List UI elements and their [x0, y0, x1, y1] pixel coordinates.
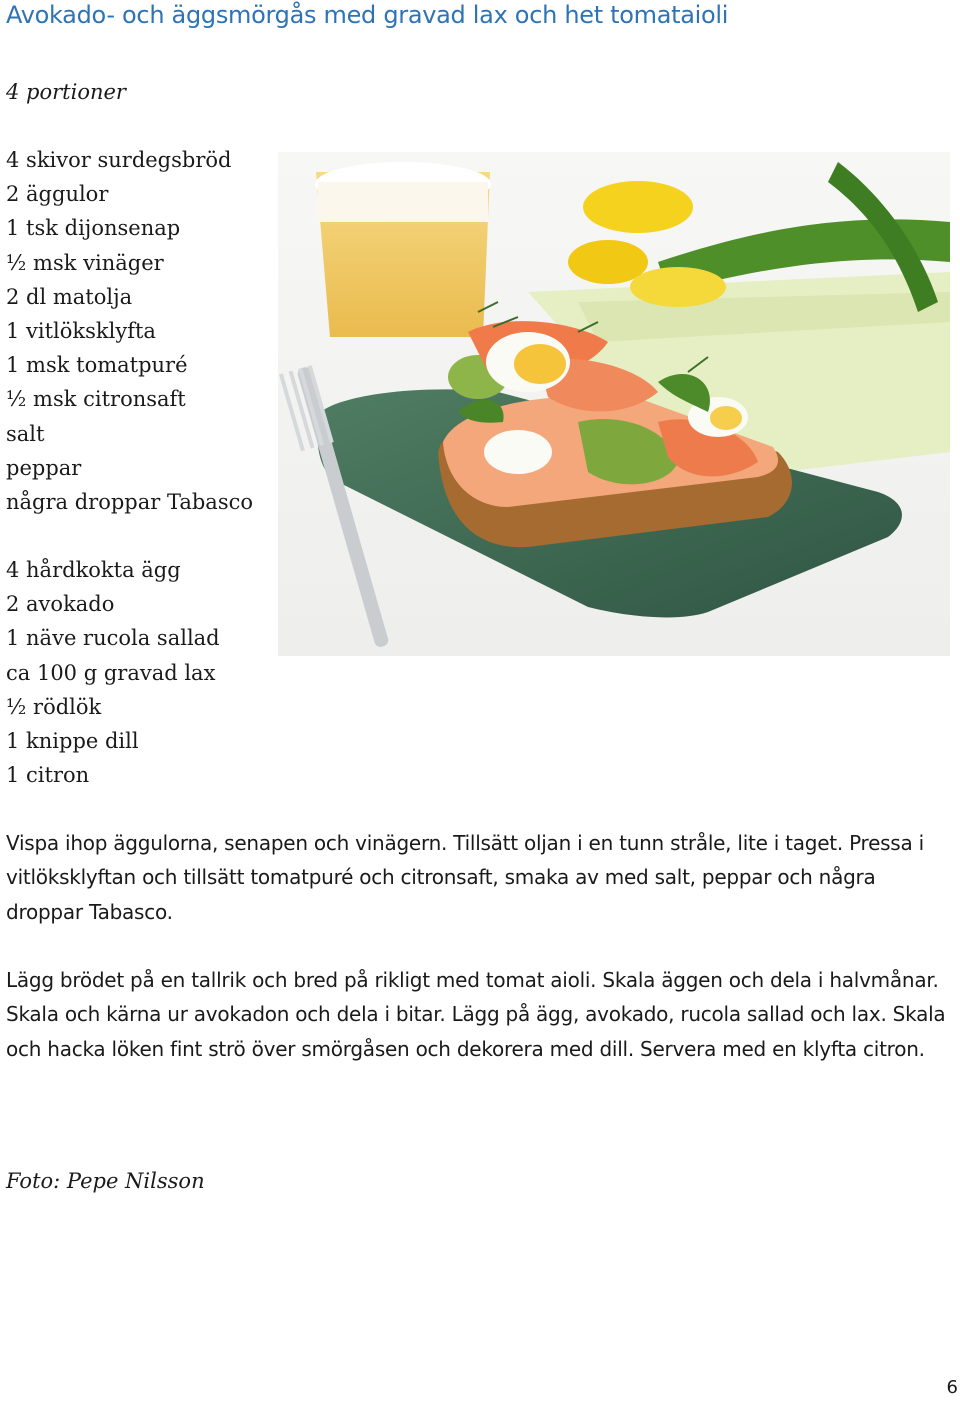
ingredient-item: 4 skivor surdegsbröd	[6, 148, 232, 172]
ingredient-item: ½ rödlök	[6, 694, 102, 719]
instruction-paragraph: Lägg brödet på en tallrik och bred på rikligt med tomat aioli. Skala äggen och dela i halvmånar. Skala och kärna ur avokadon och dela i bitar. Lägg på ägg, avokado, rucola sallad och lax. Skala och hacka löken fint strö över smörgåsen och dekorera med dill. Servera med en klyfta citron.	[6, 968, 946, 1061]
ingredient-item: ½ msk vinäger	[6, 250, 164, 275]
ingredient-item: 1 knippe dill	[6, 728, 139, 753]
servings: 4 portioner	[6, 80, 126, 104]
photo-credit: Foto: Pepe Nilsson	[6, 1169, 205, 1193]
food-photo	[278, 152, 950, 656]
ingredient-item: 1 näve rucola sallad	[6, 626, 220, 651]
ingredient-item: 1 vitlöksklyfta	[6, 318, 156, 343]
ingredient-list-aioli	[6, 143, 253, 519]
ingredient-item: 1 msk tomatpuré	[6, 353, 188, 378]
ingredient-item: 2 äggulor	[6, 182, 109, 207]
ingredient-item: 1 tsk dijonsenap	[6, 216, 181, 241]
ingredient-item: 2 dl matolja	[6, 284, 133, 309]
ingredient-item: 2 avokado	[6, 592, 115, 617]
ingredient-item: peppar	[6, 455, 82, 480]
page-number: 6	[946, 1377, 958, 1398]
ingredient-item: ½ msk citronsaft	[6, 387, 186, 412]
ingredient-item: 1 citron	[6, 763, 90, 788]
ingredient-item: ca 100 g gravad lax	[6, 660, 216, 685]
instruction-paragraph: Vispa ihop äggulorna, senapen och vinägern. Tillsätt oljan i en tunn stråle, lite i taget. Pressa i vitlöksklyftan och tillsätt tomatpuré och citronsaft, smaka av med salt, peppar och några droppar Tabasco.	[6, 831, 924, 924]
ingredient-item: 4 hårdkokta ägg	[6, 558, 181, 582]
ingredient-item: salt	[6, 421, 45, 446]
ingredient-item: några droppar Tabasco	[6, 489, 254, 514]
ingredient-list-topping	[6, 553, 220, 792]
recipe-title: Avokado- och äggsmörgås med gravad lax och het tomataioli	[6, 1, 729, 29]
